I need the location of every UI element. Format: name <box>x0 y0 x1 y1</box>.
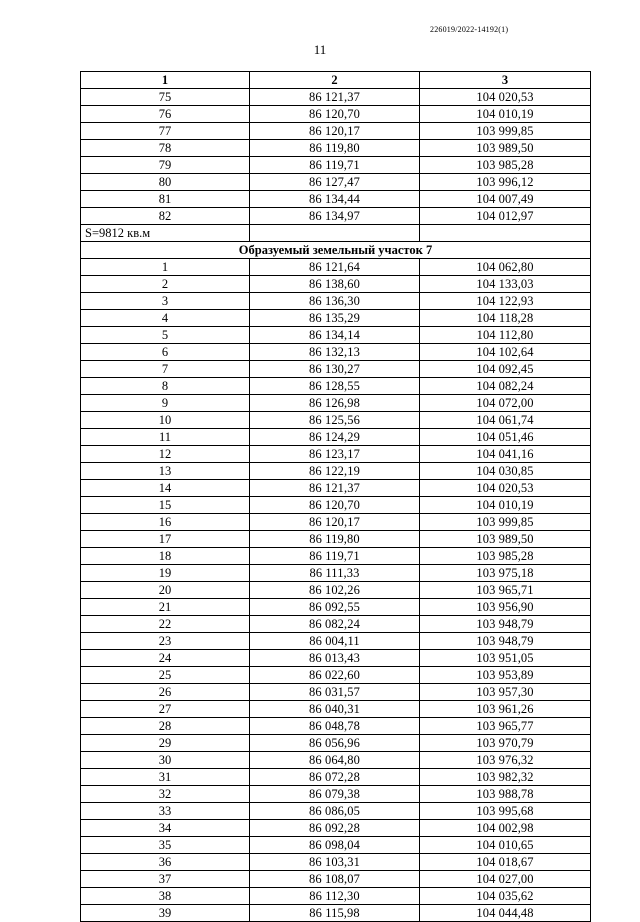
area-label: S=9812 кв.м <box>81 225 250 242</box>
empty-cell <box>250 225 420 242</box>
y-coordinate-cell: 104 061,74 <box>420 412 591 429</box>
point-number-cell: 31 <box>81 769 250 786</box>
x-coordinate-cell: 86 123,17 <box>250 446 420 463</box>
y-coordinate-cell: 104 051,46 <box>420 429 591 446</box>
table-row <box>81 310 591 327</box>
y-coordinate-cell: 103 985,28 <box>420 157 591 174</box>
table-row <box>81 565 591 582</box>
x-coordinate-cell: 86 121,64 <box>250 259 420 276</box>
point-number-cell: 79 <box>81 157 250 174</box>
y-coordinate-cell: 104 010,19 <box>420 106 591 123</box>
point-number-cell: 37 <box>81 871 250 888</box>
point-number-cell: 32 <box>81 786 250 803</box>
y-coordinate-cell: 103 961,26 <box>420 701 591 718</box>
y-coordinate-cell: 104 062,80 <box>420 259 591 276</box>
table-row <box>81 871 591 888</box>
coordinates-table <box>80 71 591 922</box>
x-coordinate-cell: 86 013,43 <box>250 650 420 667</box>
point-number-cell: 5 <box>81 327 250 344</box>
table-row <box>81 905 591 922</box>
table-row <box>81 497 591 514</box>
table-row <box>81 633 591 650</box>
x-coordinate-cell: 86 040,31 <box>250 701 420 718</box>
point-number-cell: 36 <box>81 854 250 871</box>
point-number-cell: 18 <box>81 548 250 565</box>
x-coordinate-cell: 86 120,70 <box>250 497 420 514</box>
y-coordinate-cell: 104 122,93 <box>420 293 591 310</box>
point-number-cell: 15 <box>81 497 250 514</box>
x-coordinate-cell: 86 120,17 <box>250 514 420 531</box>
x-coordinate-cell: 86 072,28 <box>250 769 420 786</box>
x-coordinate-cell: 86 124,29 <box>250 429 420 446</box>
point-number-cell: 77 <box>81 123 250 140</box>
x-coordinate-cell: 86 121,37 <box>250 480 420 497</box>
y-coordinate-cell: 104 002,98 <box>420 820 591 837</box>
point-number-cell: 14 <box>81 480 250 497</box>
table-row <box>81 361 591 378</box>
x-coordinate-cell: 86 004,11 <box>250 633 420 650</box>
x-coordinate-cell: 86 121,37 <box>250 89 420 106</box>
table-body-after <box>81 259 591 922</box>
point-number-cell: 78 <box>81 140 250 157</box>
table-row <box>81 582 591 599</box>
point-number-cell: 82 <box>81 208 250 225</box>
area-row <box>81 225 591 242</box>
y-coordinate-cell: 103 989,50 <box>420 140 591 157</box>
table-row <box>81 446 591 463</box>
table-row <box>81 514 591 531</box>
y-coordinate-cell: 104 035,62 <box>420 888 591 905</box>
x-coordinate-cell: 86 122,19 <box>250 463 420 480</box>
column-header: 2 <box>250 72 420 89</box>
point-number-cell: 24 <box>81 650 250 667</box>
y-coordinate-cell: 104 030,85 <box>420 463 591 480</box>
y-coordinate-cell: 104 020,53 <box>420 89 591 106</box>
table-row <box>81 174 591 191</box>
table-row <box>81 837 591 854</box>
x-coordinate-cell: 86 112,30 <box>250 888 420 905</box>
x-coordinate-cell: 86 132,13 <box>250 344 420 361</box>
x-coordinate-cell: 86 082,24 <box>250 616 420 633</box>
x-coordinate-cell: 86 048,78 <box>250 718 420 735</box>
point-number-cell: 6 <box>81 344 250 361</box>
document-id: 226019/2022-14192(1) <box>430 25 509 34</box>
table-row <box>81 344 591 361</box>
y-coordinate-cell: 104 018,67 <box>420 854 591 871</box>
point-number-cell: 22 <box>81 616 250 633</box>
table-row <box>81 769 591 786</box>
table-row <box>81 701 591 718</box>
y-coordinate-cell: 104 007,49 <box>420 191 591 208</box>
table-row <box>81 89 591 106</box>
x-coordinate-cell: 86 111,33 <box>250 565 420 582</box>
table-row <box>81 599 591 616</box>
table-row <box>81 803 591 820</box>
table-row <box>81 786 591 803</box>
y-coordinate-cell: 103 989,50 <box>420 531 591 548</box>
table-row <box>81 463 591 480</box>
point-number-cell: 11 <box>81 429 250 446</box>
area-section <box>81 225 591 259</box>
y-coordinate-cell: 104 044,48 <box>420 905 591 922</box>
point-number-cell: 33 <box>81 803 250 820</box>
x-coordinate-cell: 86 134,14 <box>250 327 420 344</box>
x-coordinate-cell: 86 119,80 <box>250 140 420 157</box>
column-header: 1 <box>81 72 250 89</box>
point-number-cell: 4 <box>81 310 250 327</box>
table-row <box>81 735 591 752</box>
x-coordinate-cell: 86 108,07 <box>250 871 420 888</box>
y-coordinate-cell: 103 948,79 <box>420 633 591 650</box>
x-coordinate-cell: 86 128,55 <box>250 378 420 395</box>
point-number-cell: 28 <box>81 718 250 735</box>
table-row <box>81 157 591 174</box>
point-number-cell: 23 <box>81 633 250 650</box>
y-coordinate-cell: 103 957,30 <box>420 684 591 701</box>
point-number-cell: 39 <box>81 905 250 922</box>
table-row <box>81 293 591 310</box>
table-row <box>81 208 591 225</box>
point-number-cell: 12 <box>81 446 250 463</box>
y-coordinate-cell: 103 999,85 <box>420 514 591 531</box>
point-number-cell: 35 <box>81 837 250 854</box>
table-row <box>81 684 591 701</box>
y-coordinate-cell: 103 965,77 <box>420 718 591 735</box>
y-coordinate-cell: 103 975,18 <box>420 565 591 582</box>
point-number-cell: 21 <box>81 599 250 616</box>
x-coordinate-cell: 86 120,17 <box>250 123 420 140</box>
point-number-cell: 80 <box>81 174 250 191</box>
table-row <box>81 259 591 276</box>
column-header: 3 <box>420 72 591 89</box>
table-row <box>81 650 591 667</box>
table-row <box>81 276 591 293</box>
x-coordinate-cell: 86 119,71 <box>250 548 420 565</box>
y-coordinate-cell: 104 010,65 <box>420 837 591 854</box>
x-coordinate-cell: 86 130,27 <box>250 361 420 378</box>
x-coordinate-cell: 86 136,30 <box>250 293 420 310</box>
y-coordinate-cell: 103 999,85 <box>420 123 591 140</box>
y-coordinate-cell: 103 970,79 <box>420 735 591 752</box>
y-coordinate-cell: 103 995,68 <box>420 803 591 820</box>
point-number-cell: 10 <box>81 412 250 429</box>
point-number-cell: 34 <box>81 820 250 837</box>
table-row <box>81 106 591 123</box>
y-coordinate-cell: 103 965,71 <box>420 582 591 599</box>
table-row <box>81 412 591 429</box>
table-row <box>81 854 591 871</box>
table-body-before <box>81 89 591 225</box>
x-coordinate-cell: 86 079,38 <box>250 786 420 803</box>
y-coordinate-cell: 103 988,78 <box>420 786 591 803</box>
table-row <box>81 888 591 905</box>
point-number-cell: 27 <box>81 701 250 718</box>
table-row <box>81 327 591 344</box>
table-row <box>81 429 591 446</box>
point-number-cell: 1 <box>81 259 250 276</box>
table-row <box>81 548 591 565</box>
x-coordinate-cell: 86 102,26 <box>250 582 420 599</box>
y-coordinate-cell: 104 118,28 <box>420 310 591 327</box>
y-coordinate-cell: 104 010,19 <box>420 497 591 514</box>
y-coordinate-cell: 104 027,00 <box>420 871 591 888</box>
x-coordinate-cell: 86 092,55 <box>250 599 420 616</box>
point-number-cell: 75 <box>81 89 250 106</box>
x-coordinate-cell: 86 086,05 <box>250 803 420 820</box>
section-title: Образуемый земельный участок 7 <box>81 242 591 259</box>
x-coordinate-cell: 86 092,28 <box>250 820 420 837</box>
y-coordinate-cell: 104 092,45 <box>420 361 591 378</box>
point-number-cell: 30 <box>81 752 250 769</box>
table-row <box>81 395 591 412</box>
point-number-cell: 26 <box>81 684 250 701</box>
table-header-row <box>81 72 591 89</box>
y-coordinate-cell: 103 956,90 <box>420 599 591 616</box>
x-coordinate-cell: 86 098,04 <box>250 837 420 854</box>
table-row <box>81 140 591 157</box>
x-coordinate-cell: 86 031,57 <box>250 684 420 701</box>
point-number-cell: 2 <box>81 276 250 293</box>
y-coordinate-cell: 103 948,79 <box>420 616 591 633</box>
x-coordinate-cell: 86 134,44 <box>250 191 420 208</box>
table-row <box>81 820 591 837</box>
x-coordinate-cell: 86 115,98 <box>250 905 420 922</box>
y-coordinate-cell: 104 112,80 <box>420 327 591 344</box>
point-number-cell: 3 <box>81 293 250 310</box>
section-row <box>81 242 591 259</box>
x-coordinate-cell: 86 119,80 <box>250 531 420 548</box>
x-coordinate-cell: 86 134,97 <box>250 208 420 225</box>
table-row <box>81 480 591 497</box>
point-number-cell: 81 <box>81 191 250 208</box>
y-coordinate-cell: 103 985,28 <box>420 548 591 565</box>
y-coordinate-cell: 103 976,32 <box>420 752 591 769</box>
point-number-cell: 17 <box>81 531 250 548</box>
y-coordinate-cell: 104 012,97 <box>420 208 591 225</box>
table-row <box>81 531 591 548</box>
empty-cell <box>420 225 591 242</box>
y-coordinate-cell: 104 041,16 <box>420 446 591 463</box>
x-coordinate-cell: 86 103,31 <box>250 854 420 871</box>
x-coordinate-cell: 86 119,71 <box>250 157 420 174</box>
table-row <box>81 378 591 395</box>
x-coordinate-cell: 86 127,47 <box>250 174 420 191</box>
point-number-cell: 7 <box>81 361 250 378</box>
point-number-cell: 25 <box>81 667 250 684</box>
point-number-cell: 38 <box>81 888 250 905</box>
x-coordinate-cell: 86 120,70 <box>250 106 420 123</box>
point-number-cell: 8 <box>81 378 250 395</box>
table-row <box>81 123 591 140</box>
point-number-cell: 19 <box>81 565 250 582</box>
point-number-cell: 20 <box>81 582 250 599</box>
table-row <box>81 752 591 769</box>
table-row <box>81 616 591 633</box>
point-number-cell: 16 <box>81 514 250 531</box>
x-coordinate-cell: 86 125,56 <box>250 412 420 429</box>
table-row <box>81 718 591 735</box>
point-number-cell: 29 <box>81 735 250 752</box>
point-number-cell: 76 <box>81 106 250 123</box>
page-number: 11 <box>313 42 327 57</box>
y-coordinate-cell: 103 951,05 <box>420 650 591 667</box>
y-coordinate-cell: 104 072,00 <box>420 395 591 412</box>
y-coordinate-cell: 104 020,53 <box>420 480 591 497</box>
point-number-cell: 9 <box>81 395 250 412</box>
x-coordinate-cell: 86 064,80 <box>250 752 420 769</box>
y-coordinate-cell: 104 133,03 <box>420 276 591 293</box>
y-coordinate-cell: 103 996,12 <box>420 174 591 191</box>
x-coordinate-cell: 86 135,29 <box>250 310 420 327</box>
x-coordinate-cell: 86 138,60 <box>250 276 420 293</box>
y-coordinate-cell: 104 082,24 <box>420 378 591 395</box>
x-coordinate-cell: 86 056,96 <box>250 735 420 752</box>
table-row <box>81 667 591 684</box>
x-coordinate-cell: 86 022,60 <box>250 667 420 684</box>
x-coordinate-cell: 86 126,98 <box>250 395 420 412</box>
point-number-cell: 13 <box>81 463 250 480</box>
y-coordinate-cell: 103 953,89 <box>420 667 591 684</box>
table-row <box>81 191 591 208</box>
y-coordinate-cell: 103 982,32 <box>420 769 591 786</box>
y-coordinate-cell: 104 102,64 <box>420 344 591 361</box>
